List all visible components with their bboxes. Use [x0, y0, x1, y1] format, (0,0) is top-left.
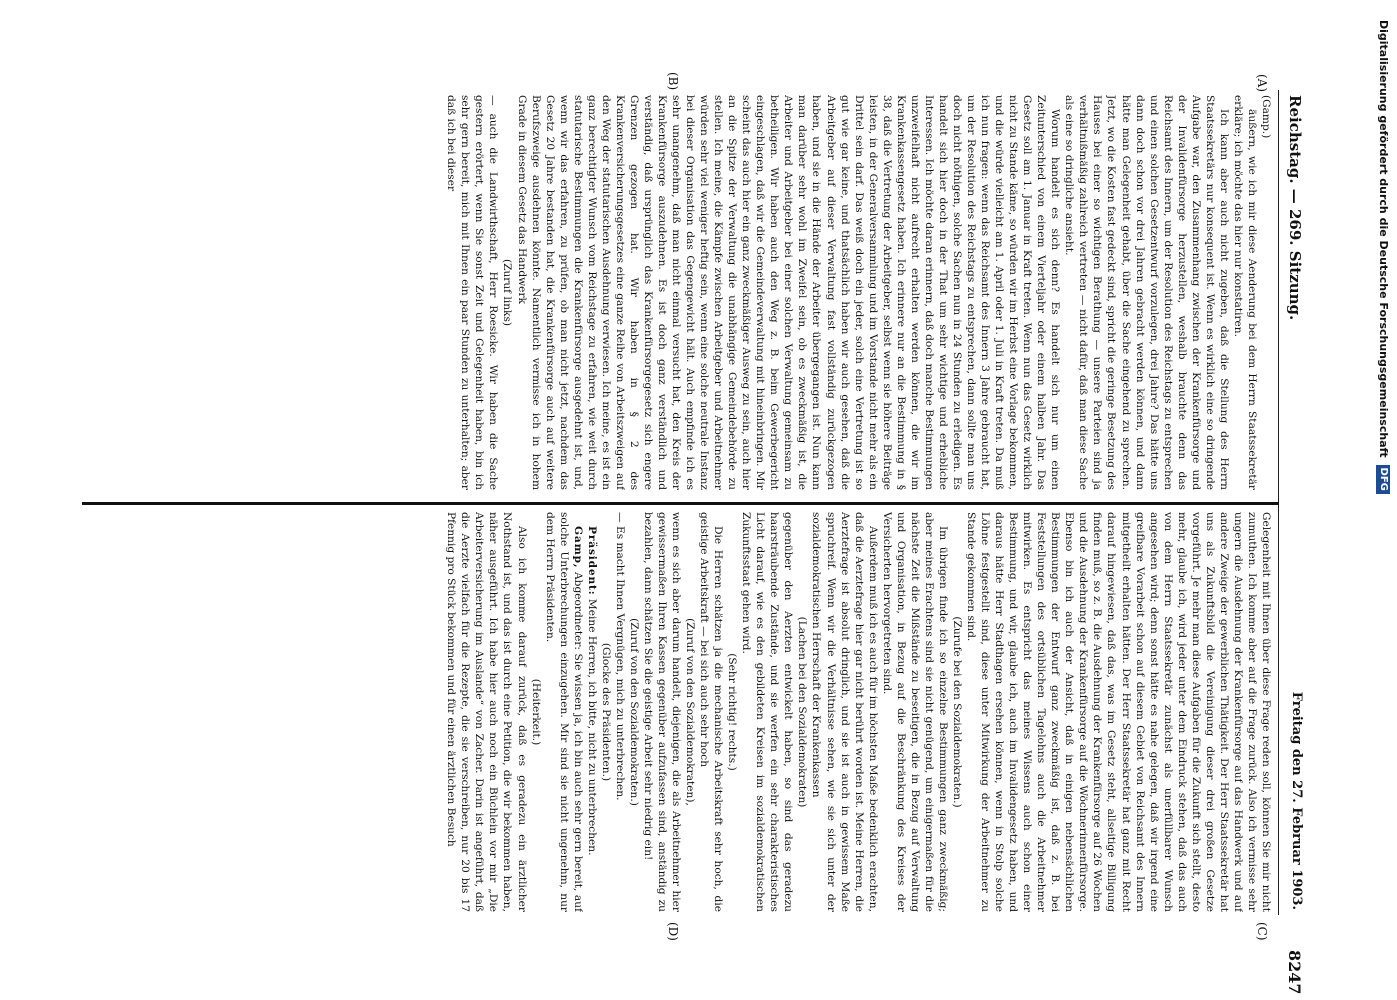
paragraph — [880, 512, 950, 912]
paragraph-text: Ich kann aber auch nicht zugeben, daß die Stellung des Herrn Staatssekretärs nur konsequent ist. Wenn es wirklich eine so dringende Aufgabe war, den Zusammenhang zwischen der Krankenfürsorge und der Invalidenfürsorge herzustellen, weshalb brauchte denn das Reichsamt des Innern, um der Resolution des Reichstags zu entsprechen und einen solchen Gesetzentwurf vorzulegen, drei Jahre? Das hätte uns dann doch schon vor drei Jahren gebracht werden können, und dann hätte man Gelegenheit gehabt, über die Sache eingehend zu sprechen. Jetzt, wo die Kosten fast gedeckt sind, spricht die geringe Besetzung des Hauses bei einer so wichtigen Berathung — unsere Parteien sind ja verhältnißmäßig zahlreich vertreten — nicht dafür, daß man diese Sache als eine so dringliche ansieht. — [1063, 95, 1230, 490]
paragraph-text: (Zurufe bei den Sozialdemokraten.) — [950, 616, 963, 808]
paragraph — [697, 512, 725, 912]
speaker-name: Präsident: — [585, 526, 598, 596]
paragraph — [514, 95, 1062, 490]
paragraph — [444, 512, 528, 912]
paragraph-text: Gelegenheit mit Ihnen über diese Frage reden soll, können Sie mir nicht zumuthen. Ich komme aber auf die Frage zurück. Also ich vermisse sehr ungern die Ausdehnung der Krankenfürsorge auf das Handwerk und auf andere Zweige der gewerblichen Thätigkeit. Der Herr Staatssekretär hat uns als Zukunftsbild die Vereinigung dieser drei großen Gesetze vorgeführt. Je mehr man diese Aufgaben für die Zukunft sich stellt, desto mehr, glaube ich, wird jeder unter dem Eindruck stehen, daß das auch von dem Herrn Staatssekretär zunächst als unerfüllbarer Wunsch angesehen wird; denn sonst hätte es nahe gelegen, daß wir irgend eine greifbare Vorarbeit schon auf diesem Gebiet von Reichsamt des Innern mitgetheilt erhalten hätten. Der Herr Staatssekretär hat ganz mit Recht darauf hingewiesen, daß das, was im Gesetz steht, allseitige Billigung finden muß, so z. B. die Ausdehnung der Krankenfürsorge auf 26 Wochen und die Ausdehnung der Krankenfürsorge auf die Wöchnerinnenfürsorge. Ebenso bin ich auch der Ansicht, daß in einigen nebensächlichen Bestimmungen der Entwurf ganz zweckmäßig ist, daß z. B. bei Feststellungen des ortsüblichen Tagelohns auch die Arbeitnehmer mitwirken. Es entspricht das meines Wissens auch schon einer Bestimmung, und wir, glaube ich, auch im Invalidengesetz haben, und daraus hätte Herr Stadthagen ersehen können, wenn in Stolp solche Löhne festgestellt sind, diese unter Mitwirkung der Arbeitnehmer zu Stande gekommen sind. — [965, 512, 1272, 912]
paragraph — [613, 512, 627, 912]
paragraph-text: Worum handelt es sich denn? Es handelt sich nur um einen Zeitunterschied von einem Vierteljahr oder einem halben Jahr. Das Gesetz soll am 1. Januar in Kraft treten. Wenn nun das Gesetz wirklich nicht zu Stande käme, so würden wir im Herbst eine Vorlage bekommen, und die würde vielleicht am 1. April oder 1. Juli in Kraft treten. Da muß ich nun fragen: wenn das Reichsamt des Innern 3 Jahre gebraucht hat, um der Resolution des Reichstags zu entsprechen, dann sollte man uns doch nicht nöthigen, solche Sachen nun in 24 Stunden zu erledigen. Es handelt sich hier doch in der That um sehr wichtige und erhebliche Interessen. Ich möchte daran erinnern, daß doch manche Bestimmungen unzweifelhaft nicht aufrecht erhalten werden können, die wir im Krankenkassengesetz haben. Ich erinnere nur an die Bestimmung in § 38, daß die Vertretung der Arbeitgeber, selbst wenn sie höhere Beiträge leisten, in der Generalversammlung und im Vorstande nicht mehr als ein Drittel sein darf. Das weiß doch ein jeder, solch eine Vertretung ist so gut wie gar keine, und thatsächlich haben wir auch gesehen, daß die Arbeitgeber auf dieser Verwaltung fast vollständig zurückgezogen haben, und sie in die Hände der Arbeiter übergegangen ist. Nun kann man darüber sehr wohl im Zweifel sein, ob es zweckmäßig ist, die Arbeiter und Arbeitgeber bei einer solchen Verwaltung gemeinsam zu betheiligen. Wir haben auch den Weg z. B. beim Gewerbegericht eingeschlagen, daß wir die Gemeindeverwaltung mit hineinbringen. Mir scheint das auch hier ein ganz zweckmäßiger Ausweg zu sein, auch hier an die Spitze der Verwaltung die unabhängige Gemeindebehörde zu stellen. Ich meine, die Kämpfe zwischen Arbeitgeber und Arbeitnehmer würden sehr viel weniger heftig sein, wenn eine solche neutrale Instanz bei dieser Organisation das Gegengewicht hält. Auch empfinde ich es sehr unangenehm, daß man nicht einmal versucht hat, den Kreis der Krankenfürsorge auszudehnen. Es ist doch ganz verständlich und verständig, daß ursprünglich das Krankenfürsorgegesetz sich engere Grenzen gezogen hat. Wir haben in § 2 des Krankenversicherungsgesetzes eine ganze Reihe von Arbeitszweigen auf den Weg der statutarischen Ausdehnung verwiesen. Ich meine, es ist ein ganz berechtigter Wunsch vom Reichstage zu erfahren, wie weit durch statutarische Bestimmungen die Krankenfürsorge ausgedehnt ist, und, wenn wir das erfahren, zu prüfen, ob man nicht jetzt, nachdem das Gesetz 20 Jahre bestanden hat, die Krankenfürsorge auch auf weitere Berufszweige ausdehnen könnte. Namentlich vermisse ich in hohem Grade in diesem Gesetz das Handwerk — [515, 95, 1062, 490]
paragraph — [529, 512, 543, 912]
paragraph-text: (Sehr richtig! rechts.) — [726, 653, 739, 771]
paragraph-text: Meine Herren, ich bitte, nicht zu unterbrechen. — [585, 595, 598, 856]
column-divider — [82, 502, 1279, 505]
paragraph-text: (Zuruf von den Sozialdemokraten), — [684, 618, 697, 806]
right-column — [78, 512, 1273, 912]
paragraph-text: wenn es sich aber darum handelt, diejenigen, die als Arbeitnehmer hier gewissermaßen Ihren Kassen gegenüber aufzufassen sind, anständig zu bezahlen, dann schätzen Sie die geistige Arbeit sehr niedrig ein! — [641, 512, 683, 912]
paragraph-text: (Lachen bei den Sozialdemokraten) — [796, 616, 809, 808]
digitization-credit — [1370, 0, 1396, 1000]
paragraph-text: Also ich komme darauf zurück, daß es geradezu ein ärztlicher Nothstand ist, und das ist durch eine Petition, die wir bekommen haben, näher ausgeführt. Ich habe hier auch noch ein Büchlein vor mir „Die Arbeiterversicherung im Auslande“ von Zacher. Darin ist angeführt, daß die Aerzte vielfach für die Rezepte, die sie verschreiben, nur 20 bis 17 Pfennig pro Stück bekommen und für einen ärztlichen Besuch — [445, 512, 528, 912]
paragraph-text: Abgeordneter: Sie wissen ja, ich bin auch sehr gern bereit, auf solche Unterbrechungen einzugehen. Mir sind sie nicht ungenehm, nur dem Herrn Präsidenten. — [543, 512, 584, 912]
paragraph-text: — auch die Landwirthschaft, Herr Roesicke. Wir haben die Sache gestern erörtert, wenn Sie sonst Zeit und Gelegenheit haben, bin ich sehr gern bereit, mich mit Ihnen ein paar Stunden zu unterhalten; aber daß ich bei dieser — [445, 95, 500, 490]
speaker-name: Gamp, — [571, 526, 584, 569]
paragraph — [627, 512, 641, 912]
paragraph — [950, 512, 964, 912]
paragraph-text: Die Herren schätzen ja die mechanische Arbeitskraft sehr hoch, die geistige Arbeitskraft — bei sich auch sehr hoch — [698, 512, 725, 912]
header-left: Reichstag. — 269. Sitzung. — [1286, 95, 1304, 321]
page-header — [1280, 0, 1304, 1000]
paragraph — [809, 512, 879, 912]
paragraph — [500, 95, 514, 490]
page-number: 8247 — [1285, 950, 1304, 995]
margin-marker-a: (A) — [1255, 74, 1269, 93]
paragraph — [739, 512, 795, 912]
credit-text: Digitalisierung gefördert durch die Deutsche Forschungsgemeinschaft — [1377, 20, 1390, 458]
paragraph — [1259, 95, 1273, 490]
paragraph — [725, 512, 739, 912]
margin-marker-b: (B) — [666, 72, 680, 91]
paragraph-text: (Glocke des Präsidenten.) — [599, 642, 612, 782]
dfg-logo: DFG — [1376, 465, 1390, 494]
paragraph — [444, 95, 500, 490]
margin-marker-d: (D) — [666, 922, 680, 941]
paragraph — [543, 512, 585, 912]
paragraph-text: (Heiterkeit.) — [529, 678, 542, 746]
paragraph-text: (Zuruf von den Sozialdemokraten.) — [627, 618, 640, 806]
paragraph — [599, 512, 613, 912]
paragraph — [1231, 95, 1259, 490]
paragraph-text: — Es macht Ihnen Vergnügen, mich zu unterbrechen. — [613, 512, 626, 801]
paragraph-text: äußern, wie ich mir diese Aenderung bei dem Herrn Staatssekretär erkläre; ich möchte das hier nur konstatiren. — [1231, 95, 1258, 490]
paragraph-text: Außerdem muß ich es auch für im höchsten Maße bedenklich erachten, daß die Aerztefrage hier gar nicht berührt worden ist. Meine Herren, die Aerztefrage ist absolut dringlich, und sie ist auch in gewissem Maße spruchreif. Wenn wir die Verhältnisse sehen, wie sie sich unter der sozialdemokratischen Herrschaft der Krankenkassen — [810, 512, 879, 912]
header-date: Freitag den 27. Februar 1903. — [1289, 691, 1304, 910]
paragraph-text: gegenüber den Aerzten entwickelt haben, so sind das geradezu haarsträubende Zustände, und sie werfen ein sehr charakteristisches Licht darauf, wie es den gebildeten Kreisen im sozialdemokratischen Zukunftsstaat gehen wird. — [740, 512, 795, 912]
paragraph-text: Im übrigen finde ich so einzelne Bestimmungen ganz zweckmäßig; aber meines Erachtens sind sie nicht genügend, um einigermaßen für die nächste Zeit die Mißstände zu beseitigen, die in Bezug auf Verwaltung und Organisation, in Bezug auf die Beschränkung des Kreises der Versicherten hervorgetreten sind. — [880, 512, 949, 912]
left-column — [78, 95, 1273, 490]
paragraph — [964, 512, 1273, 912]
paragraph — [795, 512, 809, 912]
margin-marker-c: (C) — [1255, 922, 1269, 941]
paragraph — [1062, 95, 1231, 490]
paragraph — [585, 512, 599, 912]
paragraph — [641, 512, 683, 912]
paragraph-text: (Gamp.) — [1260, 95, 1272, 139]
paragraph — [683, 512, 697, 912]
paragraph-text: (Zuruf links) — [501, 258, 514, 327]
